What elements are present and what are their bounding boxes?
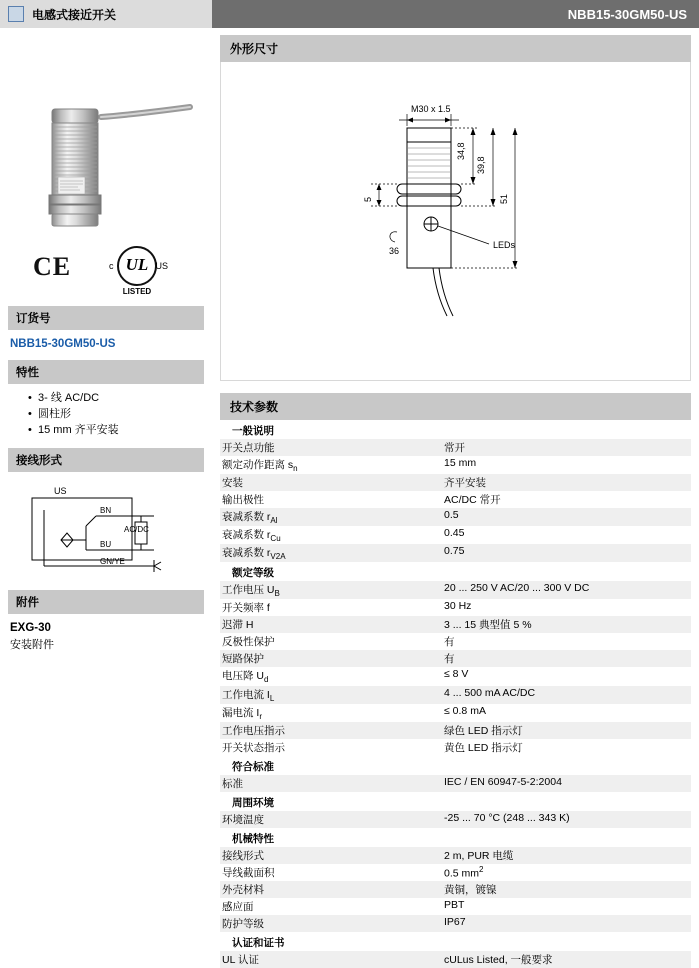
- dimension-drawing: [220, 62, 691, 381]
- wiring-bn-label: BN: [100, 506, 112, 515]
- spec-value: 4 ... 500 mA AC/DC: [444, 686, 536, 699]
- feature-list: [14, 390, 204, 438]
- spec-value: IP67: [444, 915, 466, 928]
- table-row: [220, 544, 691, 562]
- table-row: [220, 581, 691, 599]
- wiring-bu-label: BU: [100, 540, 112, 549]
- page-body: [0, 29, 699, 966]
- table-row: [220, 951, 691, 968]
- spec-value: 0.5: [444, 509, 459, 522]
- spec-group-label: 一般说明: [232, 425, 274, 437]
- spec-value: 黄色 LED 指示灯: [444, 741, 523, 754]
- table-row: [220, 864, 691, 881]
- spec-value: 15 mm: [444, 457, 477, 469]
- ul-us-text: US: [155, 261, 168, 271]
- spec-key: 衰减系数 $r_{V2A}$: [222, 547, 286, 562]
- section-features: 特性: [8, 360, 204, 384]
- spec-value: 有: [444, 653, 455, 666]
- specifications: [220, 393, 691, 968]
- spec-group-header: [220, 932, 691, 951]
- spec-key: 开关点功能: [222, 442, 275, 454]
- ul-mark: [109, 246, 168, 296]
- left-column: [0, 29, 212, 920]
- approval-marks: [0, 244, 212, 306]
- spec-value: 0.5 $mm^2$: [444, 864, 484, 880]
- features-body: [0, 384, 212, 448]
- ul-text: UL: [125, 255, 149, 274]
- spec-value: 黄铜，镀镍: [444, 883, 497, 896]
- table-row: [220, 667, 691, 685]
- spec-value: ≤ 8 V: [444, 668, 469, 681]
- section-specifications: 技术参数: [220, 393, 691, 420]
- table-row: [220, 599, 691, 616]
- table-row: [220, 686, 691, 704]
- wiring-us-label: US: [54, 486, 67, 496]
- list-item: • 圆柱形: [28, 406, 204, 422]
- section-accessories: 附件: [8, 590, 204, 614]
- spec-value: -25 ... 70 °C (248 ... 343 K): [444, 811, 570, 824]
- spec-key: 安装: [222, 477, 243, 490]
- ce-mark: CE: [33, 252, 72, 281]
- spec-key: 工作电压指示: [222, 724, 285, 737]
- spec-key: 电压降 $U_d$: [222, 670, 269, 685]
- dim-36-label: 36: [389, 246, 400, 256]
- table-row: [220, 898, 691, 915]
- wiring-diagram-svg: [14, 480, 194, 585]
- table-row: [220, 881, 691, 898]
- spec-value: 有: [444, 636, 455, 649]
- spec-key: 衰减系数 $r_{Al}$: [222, 511, 278, 526]
- spec-value: 0.75: [444, 545, 465, 558]
- spec-key: 工作电流 $I_L$: [222, 688, 275, 703]
- spec-group-header: [220, 420, 691, 439]
- spec-group-header: [220, 562, 691, 581]
- spec-key: UL 认证: [222, 953, 259, 966]
- table-row: [220, 775, 691, 792]
- table-row: [220, 456, 691, 474]
- table-row: [220, 847, 691, 864]
- section-wiring: 接线形式: [8, 448, 204, 472]
- spec-value: 30 Hz: [444, 600, 472, 613]
- spec-value: 3 ... 15 典型值 5 %: [444, 619, 532, 632]
- spec-key: 漏电流 $I_r$: [222, 706, 263, 721]
- spec-group-label: 符合标准: [232, 760, 274, 773]
- spec-key: 短路保护: [222, 653, 264, 666]
- spec-group-header: [220, 828, 691, 847]
- spec-key: 感应面: [222, 900, 254, 913]
- spec-group-header: [220, 792, 691, 811]
- spec-value: IEC / EN 60947-5-2:2004: [444, 775, 562, 788]
- spec-group-header: [220, 756, 691, 775]
- table-row: [220, 616, 691, 633]
- spec-key: 外壳材料: [222, 883, 264, 896]
- spec-value: 绿色 LED 指示灯: [444, 724, 523, 737]
- dim-5-label: 5: [363, 196, 373, 202]
- spec-group-label: 认证和证书: [232, 936, 285, 949]
- table-row: [220, 704, 691, 722]
- spec-key: 输出极性: [222, 494, 264, 507]
- spec-key: 开关频率 f: [222, 602, 270, 615]
- spec-group-label: 机械特性: [232, 832, 274, 845]
- wiring-acdc-label: AC/DC: [124, 525, 149, 534]
- spec-key: 衰减系数 $r_{Cu}$: [222, 529, 281, 544]
- product-photo-svg: [0, 29, 212, 244]
- section-order-number: 订货号: [8, 306, 204, 330]
- table-row: [220, 915, 691, 932]
- right-column: [212, 29, 699, 966]
- header-left: [0, 0, 212, 28]
- dimension-drawing-svg: [221, 62, 683, 378]
- spec-value: 0.45: [444, 527, 465, 540]
- spec-key: 接线形式: [222, 849, 264, 862]
- accessory-description: 安装附件: [10, 639, 54, 651]
- table-row: [220, 439, 691, 456]
- spec-group-label: 周围环境: [232, 796, 274, 809]
- spec-key: 标准: [222, 777, 243, 790]
- table-row: [220, 526, 691, 544]
- wiring-diagram: [14, 480, 194, 590]
- list-item: • 3- 线 AC/DC: [28, 390, 204, 406]
- specifications-table: [220, 420, 691, 968]
- spec-value: AC/DC 常开: [444, 494, 501, 507]
- table-row: [220, 491, 691, 508]
- spec-key: 导线截面积: [222, 866, 275, 879]
- product-category-icon: [8, 6, 24, 22]
- product-photo: [0, 29, 212, 244]
- spec-value: cULus Listed, 一般要求: [444, 953, 553, 966]
- section-dimensions: 外形尺寸: [220, 35, 691, 62]
- table-row: [220, 811, 691, 828]
- dim-leds-label: LEDs: [493, 240, 516, 250]
- spec-key: 工作电压 $U_B$: [222, 584, 280, 599]
- spec-key: 迟滞 H: [222, 619, 254, 632]
- spec-value: ≤ 0.8 mA: [444, 704, 486, 717]
- page-title: 电感式接近开关: [32, 7, 117, 22]
- table-row: [220, 722, 691, 739]
- table-row: [220, 650, 691, 667]
- ul-circle-icon: [109, 246, 168, 286]
- page-header: [0, 0, 699, 29]
- ul-c-text: c: [109, 261, 114, 271]
- order-number-value: NBB15-30GM50-US: [10, 338, 116, 350]
- wiring-gnye-label: GN/YE: [100, 557, 125, 566]
- spec-key: 反极性保护: [222, 636, 275, 649]
- list-item: • 15 mm 齐平安装: [28, 422, 204, 438]
- spec-key: 额定动作距离 $s_n$: [222, 459, 298, 474]
- spec-key: 防护等级: [222, 917, 264, 930]
- spec-value: 20 ... 250 V AC/20 ... 300 V DC: [444, 582, 590, 595]
- table-row: [220, 508, 691, 526]
- table-row: [220, 633, 691, 650]
- spec-group-label: 额定等级: [232, 567, 274, 580]
- spec-key: 环境温度: [222, 813, 264, 826]
- model-number: NBB15-30GM50-US: [212, 0, 699, 28]
- spec-value: 常开: [444, 442, 465, 454]
- spec-value: PBT: [444, 898, 465, 911]
- dim-39-8-label: 39,8: [476, 156, 486, 174]
- table-row: [220, 474, 691, 491]
- spec-key: 开关状态指示: [222, 741, 285, 754]
- spec-value: 齐平安装: [444, 477, 486, 490]
- ul-listed-text: LISTED: [122, 287, 152, 296]
- dim-thread-label: M30 x 1.5: [411, 104, 451, 114]
- spec-value: 2 m, PUR 电缆: [444, 849, 514, 862]
- dim-34-8-label: 34,8: [456, 142, 466, 160]
- table-row: [220, 739, 691, 756]
- accessory-name: EXG-30: [10, 622, 51, 634]
- dim-51-label: 51: [499, 193, 509, 204]
